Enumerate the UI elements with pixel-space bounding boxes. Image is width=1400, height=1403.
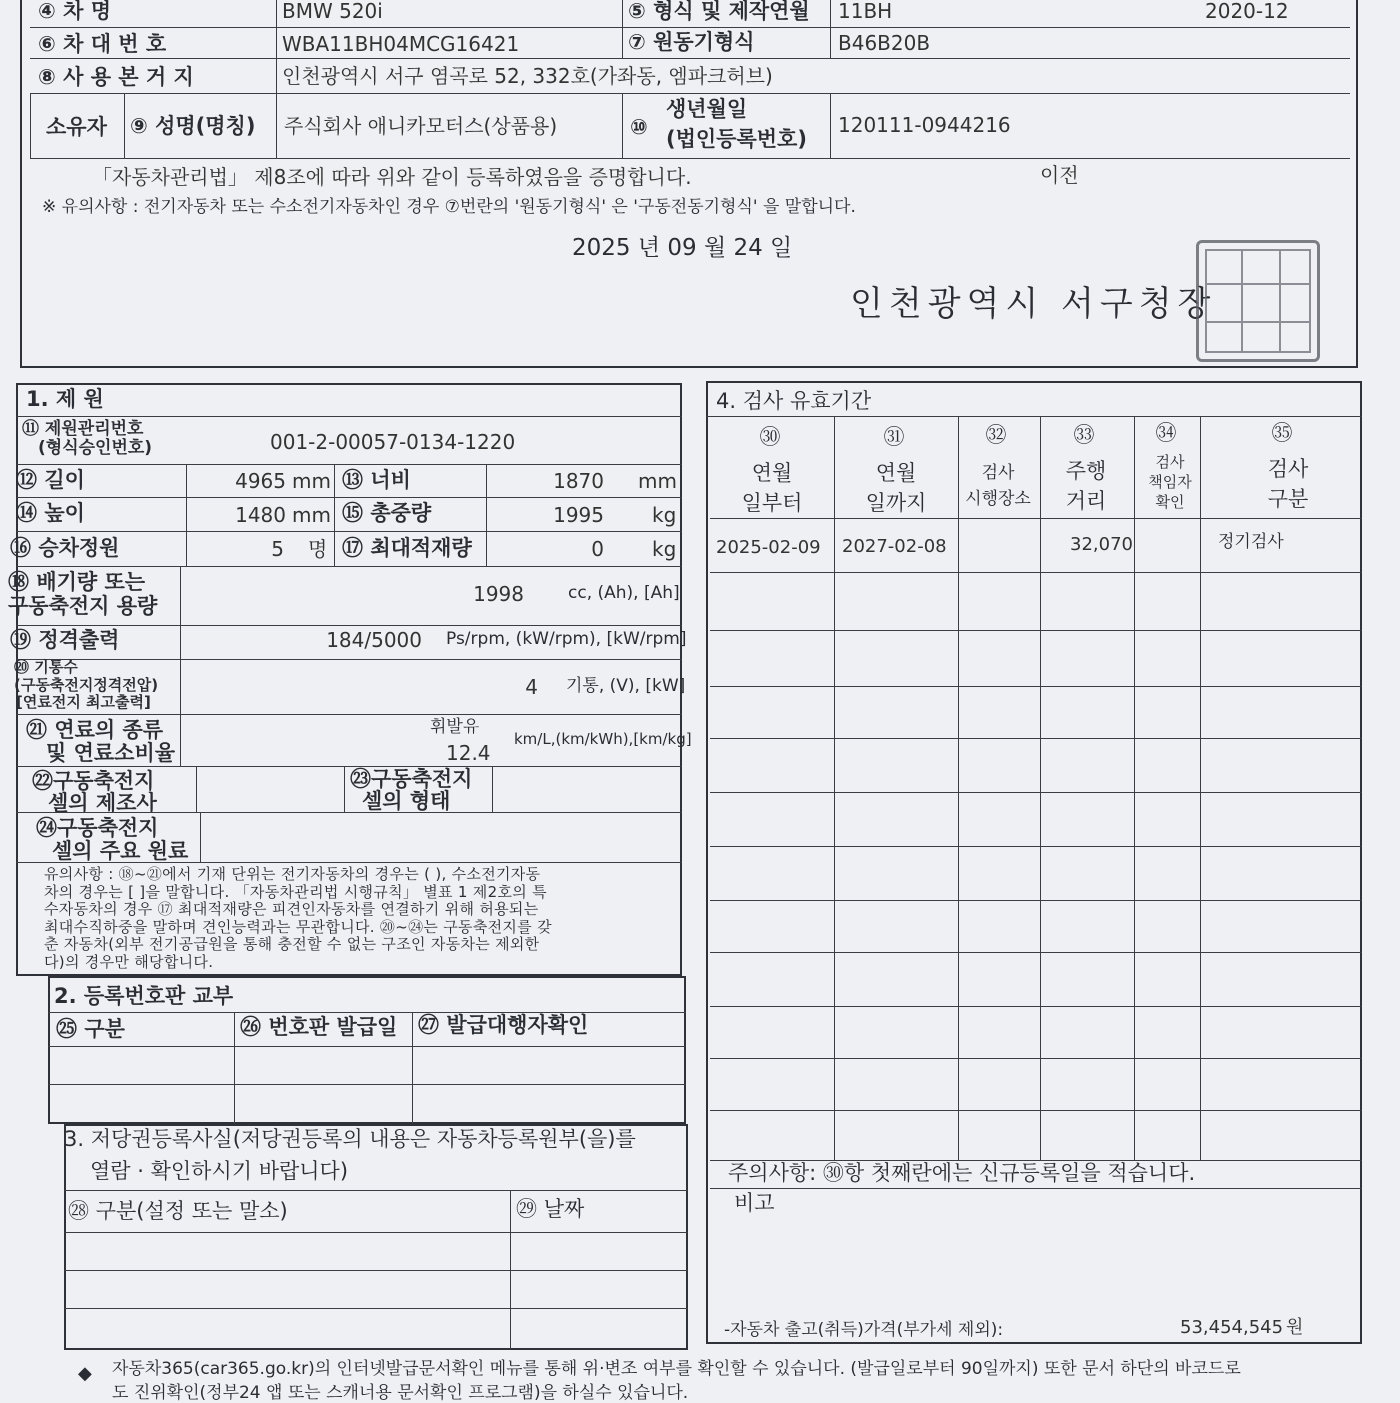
transfer-label: 이전 [1040, 163, 1079, 187]
height-unit: mm [292, 503, 331, 527]
mgmt-no-value: 001-2-00057-0134-1220 [270, 430, 516, 454]
certification-statement: 「자동차관리법」 제8조에 따라 위와 같이 등록하였음을 증명합니다. [92, 165, 692, 189]
fuel-efficiency-value: 12.4 [446, 741, 491, 765]
inspection-col-place-no: ㉜ [985, 423, 1007, 447]
spec-title: 1. 제 원 [26, 387, 104, 411]
capacity-unit: 명 [308, 537, 328, 561]
plate-issue-date-header: ㉖ 번호판 발급일 [240, 1015, 398, 1039]
max-load-value: 0 [591, 537, 604, 561]
issue-date: 2025 년 09 월 24 일 [572, 235, 793, 261]
birth-date-label: 생년월일 [666, 97, 748, 121]
fuel-type-label: ㉑ 연료의 종류 [26, 718, 164, 742]
width-unit: mm [638, 469, 677, 493]
gross-weight-unit: kg [652, 503, 677, 527]
inspection-mileage-value: 32,070 [1070, 534, 1133, 555]
base-location-label: ⑧ 사 용 본 거 지 [38, 65, 194, 89]
plate-agent-header: ㉗ 발급대행자확인 [418, 1013, 589, 1037]
displacement-unit: cc, (Ah), [Ah] [568, 583, 680, 603]
mgmt-no-label: ⑪ 제원관리번호 [22, 419, 144, 439]
corp-reg-label: (법인등록번호) [666, 127, 807, 151]
footer-verification-line-2: 도 진위확인(정부24 앱 또는 스캐너용 문서확인 프로그램)을 하실수 있습니다. [112, 1383, 689, 1403]
power-value: 184/5000 [326, 628, 422, 652]
corp-reg-value: 120111-0944216 [838, 113, 1011, 137]
capacity-label: ⑯ 승차정원 [10, 536, 120, 560]
spec-note: 유의사항 : ⑱~㉑에서 기재 단위는 전기자동차의 경우는 ( ), 수소전기자동 차의 경우는 [ ]을 말합니다. 「자동차관리법 시행규칙」 별표 1 제2호의 특 수자동차의 경우 ⑰ 최대적재량은 피견인자동차를 연결하기 위해 허용되는 최대수직하중을 말하며 견인능력과는 무관합니다. ⑳~㉔는 구동축전지를 갖 춘 자동차(외부 전기공급원을 통해 충전할 수 없는 구조인 자동차는 제외한 다)의 경우만 해당합니다. [44, 865, 552, 971]
price-value: 53,454,545 [1180, 1317, 1284, 1338]
remarks-label: 비고 [734, 1191, 775, 1215]
issuer-name: 인천광역시 서구청장 [850, 284, 1217, 324]
corp-no-circle: ⑩ [630, 115, 648, 139]
inspection-col-mileage: 주행 거리 [1065, 459, 1107, 513]
lien-title-2: 열람 · 확인하시기 바랍니다) [90, 1159, 349, 1183]
cylinders-unit: 기통, (V), [kW] [566, 676, 686, 696]
cylinders-label: ⑳ 기통수 [14, 658, 78, 676]
battery-voltage-label: (구동축전지정격전압) [14, 676, 159, 694]
battery-maker-label2: 셀의 제조사 [48, 791, 157, 815]
inspection-caution: 주의사항: ㉚항 첫째란에는 신규등록일을 적습니다. [728, 1161, 1196, 1185]
fuelcell-output-label: [연료전지 최고출력] [16, 693, 151, 711]
battery-type-label: ㉓구동축전지 [350, 767, 473, 791]
inspection-from-value: 2025-02-09 [716, 537, 821, 558]
power-unit: Ps/rpm, (kW/rpm), [kW/rpm] [446, 629, 687, 649]
battery-material-label: ㉔구동축전지 [36, 816, 159, 840]
vin-label: ⑥ 차 대 번 호 [38, 32, 167, 56]
fuel-efficiency-label: 및 연료소비율 [46, 741, 176, 765]
height-label: ⑭ 높이 [16, 501, 85, 525]
inspection-col-place: 검사 시행장소 [965, 463, 1031, 509]
manufacture-date-value: 2020-12 [1205, 0, 1289, 23]
inspection-title: 4. 검사 유효기간 [716, 389, 872, 413]
inspection-section [706, 381, 1362, 1344]
displacement-label: ⑱ 배기량 또는 [8, 570, 146, 594]
model-year-label: ⑤ 형식 및 제작연월 [628, 0, 810, 23]
footer-verification-line-1: 자동차365(car365.go.kr)의 인터넷발급문서확인 메뉴를 통해 위·변조 여부를 확인할 수 있습니다. (발급일로부터 90일까지) 또한 문서 하단의 바코드로 [112, 1359, 1241, 1379]
inspection-col-type: 검사 구분 [1267, 457, 1309, 511]
base-location-value: 인천광역시 서구 염곡로 52, 332호(가좌동, 엠파크허브) [282, 64, 773, 88]
inspection-col-from: 연월 일부터 [741, 461, 803, 515]
inspection-col-to: 연월 일까지 [865, 461, 927, 515]
engine-type-label: ⑦ 원동기형식 [628, 30, 755, 54]
gross-weight-label: ⑮ 총중량 [342, 501, 432, 525]
power-label: ⑲ 정격출력 [10, 628, 120, 652]
lien-title: 3. 저당권등록사실(저당권등록의 내용은 자동차등록원부(을)를 [64, 1127, 636, 1151]
length-value: 4965 [235, 469, 286, 493]
capacity-value: 5 [271, 537, 284, 561]
battery-capacity-label: 구동축전지 용량 [8, 594, 158, 618]
price-label: -자동차 출고(취득)가격(부가세 제외): [724, 1320, 1004, 1340]
inspection-type-value: 정기검사 [1218, 532, 1284, 552]
fuel-efficiency-unit: km/L,(km/kWh),[km/kg] [514, 730, 692, 748]
max-load-label: ⑰ 최대적재량 [342, 536, 472, 560]
official-seal-icon [1196, 240, 1320, 362]
lien-date-header: ㉙ 날짜 [516, 1197, 585, 1221]
inspection-col-to-no: ㉛ [883, 425, 905, 449]
width-label: ⑬ 너비 [342, 468, 411, 492]
engine-type-value: B46B20B [838, 31, 931, 55]
battery-type-label2: 셀의 형태 [362, 789, 451, 813]
length-label: ⑫ 길이 [16, 468, 85, 492]
inspection-col-mileage-no: ㉝ [1073, 423, 1095, 447]
price-unit: 원 [1286, 1317, 1304, 1338]
battery-maker-label: ㉒구동축전지 [32, 769, 155, 793]
fuel-type-value: 휘발유 [430, 717, 480, 737]
approval-no-label: (형식승인번호) [38, 438, 153, 458]
owner-label: 소유자 [46, 115, 107, 139]
gross-weight-value: 1995 [553, 503, 604, 527]
lien-section [64, 1124, 688, 1350]
plate-type-header: ㉕ 구분 [56, 1017, 125, 1041]
owner-name-value: 주식회사 애니카모터스(상품용) [284, 114, 558, 138]
lien-type-header: ㉘ 구분(설정 또는 말소) [68, 1199, 288, 1223]
car-name-label: ④ 차 명 [38, 0, 111, 23]
car-name-value: BMW 520i [282, 0, 383, 23]
vin-value: WBA11BH04MCG16421 [282, 32, 520, 56]
max-load-unit: kg [652, 537, 677, 561]
cylinders-value: 4 [525, 675, 538, 699]
length-unit: mm [292, 469, 331, 493]
diamond-bullet-icon: ◆ [78, 1363, 92, 1384]
caution-note: ※ 유의사항 : 전기자동차 또는 수소전기자동차인 경우 ⑦번란의 '원동기형식' 은 '구동전동기형식' 을 말합니다. [42, 197, 856, 217]
inspection-col-checker-no: ㉞ [1155, 421, 1177, 445]
inspection-to-value: 2027-02-08 [842, 536, 947, 557]
battery-material-label2: 셀의 주요 원료 [52, 839, 189, 863]
inspection-col-type-no: ㉟ [1271, 421, 1293, 445]
inspection-col-from-no: ㉚ [759, 425, 781, 449]
displacement-value: 1998 [473, 582, 524, 606]
width-value: 1870 [553, 469, 604, 493]
inspection-col-checker: 검사 책임자 확인 [1148, 453, 1192, 511]
model-value: 11BH [838, 0, 893, 23]
owner-name-label: ⑨ 성명(명칭) [130, 114, 256, 138]
plate-title: 2. 등록번호판 교부 [54, 984, 234, 1008]
height-value: 1480 [235, 503, 286, 527]
